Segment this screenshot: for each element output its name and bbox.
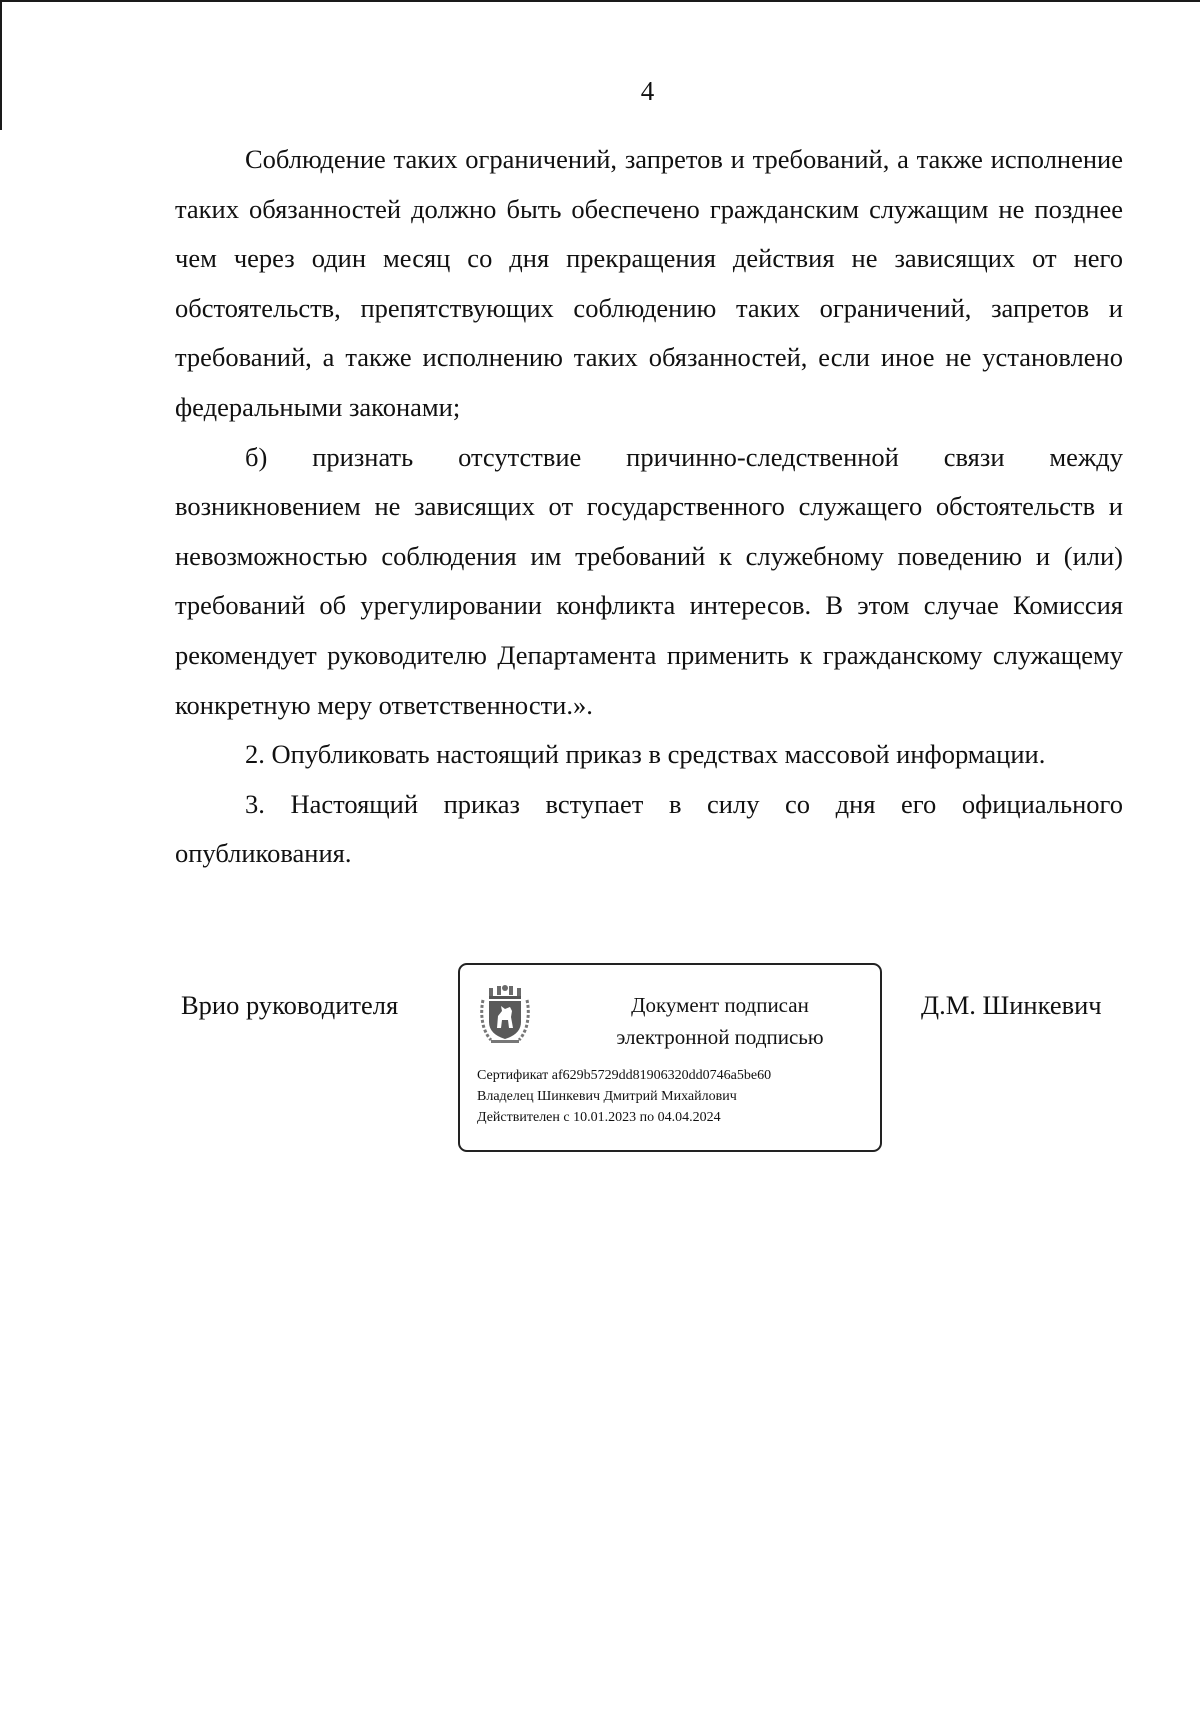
paragraph-restrictions-compliance: Соблюдение таких ограничений, запретов и требований, а также исполнение таких обязанностей должно быть обеспечено гражданским служащим не позднее чем через один месяц со дня прекращения действия не зависящих от него обстоятельств, препятствующих соблюдению таких ограничений, запретов и требований, а также исполнению таких обязанностей, если иное не установлено федеральными законами;: [175, 144, 1123, 422]
stamp-certificate: Сертификат af629b5729dd81906320dd0746a5be60: [477, 1068, 772, 1083]
paragraph-no-causal-link: б) признать отсутствие причинно-следственной связи между возникновением не зависящих от государственного служащего обстоятельств и невозможностью соблюдения им требований к служебному поведению и (или) требований об урегулировании конфликта интересов. В этом случае Комиссия рекомендует руководителю Департамента применить к гражданскому служащему конкретную меру ответственности.».: [175, 441, 1123, 720]
page-number: 4: [640, 76, 655, 106]
coat-of-arms-icon: [477, 984, 533, 1046]
stamp-heading: [560, 989, 880, 1053]
document-body: [175, 135, 1123, 879]
stamp-details: [477, 1065, 771, 1128]
paragraph-publish-order: 2. Опубликовать настоящий приказ в средствах массовой информации.: [245, 739, 1046, 770]
electronic-signature-stamp: [458, 963, 882, 1152]
stamp-heading-line-2: электронной подписью: [616, 1025, 824, 1049]
signer-name: Д.М. Шинкевич: [921, 990, 1102, 1020]
stamp-owner: Владелец Шинкевич Дмитрий Михайлович: [477, 1089, 737, 1104]
paragraph-entry-into-force: 3. Настоящий приказ вступает в силу со дня его официального опубликования.: [175, 788, 1123, 869]
signer-position: Врио руководителя: [181, 990, 399, 1020]
scan-edge-left: [0, 0, 2, 130]
stamp-heading-line-1: Документ подписан: [631, 993, 809, 1017]
scan-edge-top: [0, 0, 1200, 2]
stamp-validity: Действителен с 10.01.2023 по 04.04.2024: [477, 1110, 721, 1125]
